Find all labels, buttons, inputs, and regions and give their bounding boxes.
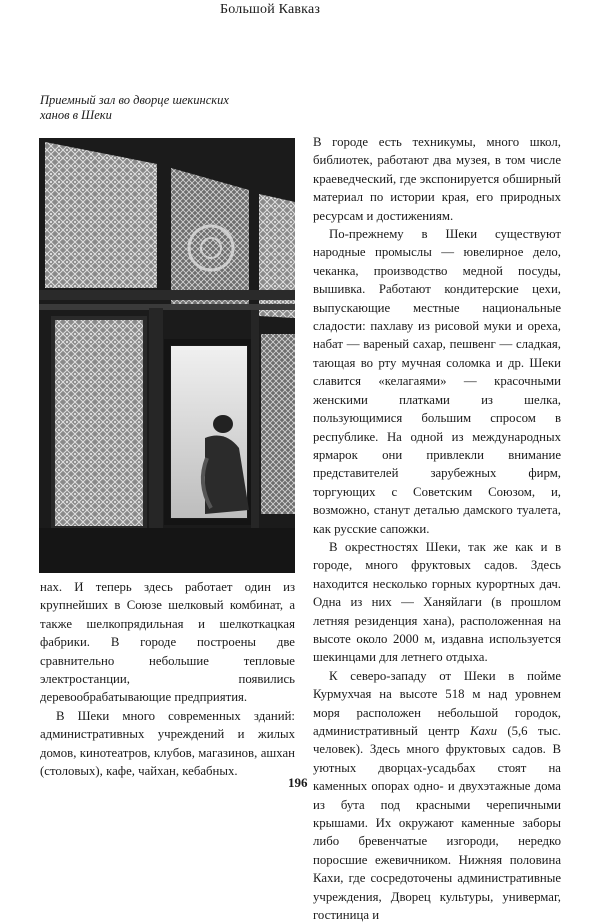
- kakhi-text-after: (5,6 тыс. человек). Здесь много фруктовых садов. В уютных дворцах-усадьбах стоят на каменных опорах одно- и двухэтажные дома из бута под красными черепичными крышами. Их окружают каменные заборы либо бревенчатые изгороди, нередко поросшие ежевичником. Нижняя половина Кахи, где сосредоточены административные учреждения, Дворец культуры, универмаг, гостиница и: [313, 724, 561, 923]
- running-head: Большой Кавказ: [220, 2, 321, 17]
- paragraph-kakhi: [313, 667, 561, 924]
- left-text-column: [40, 578, 295, 780]
- right-text-column: [313, 133, 561, 924]
- figure-caption: [40, 93, 290, 123]
- photo-palace-hall-icon: [39, 138, 295, 573]
- caption-line-1: Приемный зал во дворце шекинских: [40, 93, 229, 107]
- kakhi-text-before: К северо-западу от Шеки в пойме Курмухчая на высоте 518 м над уровнем моря расположен небольшой городок, административный центр: [313, 668, 561, 738]
- paragraph-modern-buildings: В Шеки много современных зданий: административных учреждений и жилых домов, кинотеатров, клубов, магазинов, ашхан (столовых), кафе, чайхан, кебабных.: [40, 708, 295, 779]
- paragraph-education: В городе есть техникумы, много школ, библиотек, работают два музея, в том числе краеведческий, где экспонируется обширный материал по истории края, его природных ресурсам и достижениям.: [313, 135, 561, 223]
- paragraph-surroundings: В окрестностях Шеки, так же как и в городе, много фруктовых садов. Здесь находится несколько горных курортных дач. Одна из них — Ханяйлаги (в прошлом летняя резиденция хана), расположенная на высоте около 2000 м, издавна используется шекинцами для летнего отдыха.: [313, 539, 561, 665]
- paragraph-crafts: По-прежнему в Шеки существуют народные промыслы — ювелирное дело, чеканка, производство медной посуды, вышивка. Работают кондитерские цехи, выпускающие местные национальные сладости: пахлаву из рисовой муки и ореха, набат — вареный сахар, пешвенг — сладкая, тающая во рту мучная соломка и др. Шеки славится «келагаями» — красочными женскими платками из шелка, пользующимися большим спросом в республике. На одной из международных ярмарок они привлекли внимание представителей зарубежных фирм, торгующих с Советским Союзом, и, возможно, станут деталью дамского туалета, как русские сапожки.: [313, 227, 561, 536]
- caption-line-2: ханов в Шеки: [40, 108, 112, 122]
- paragraph-silk-industry: нах. И теперь здесь работает один из крупнейших в Союзе шелковый комбинат, а также шелкопрядильная и шелкоткацкая фабрики. В городе построены две сравнительно небольшие тепловые электростанции, появились деревообрабатывающие предприятия.: [40, 580, 295, 705]
- kakhi-town-name: Кахи: [470, 724, 497, 738]
- palace-hall-photo: [39, 138, 295, 573]
- page-number: 196: [288, 775, 308, 790]
